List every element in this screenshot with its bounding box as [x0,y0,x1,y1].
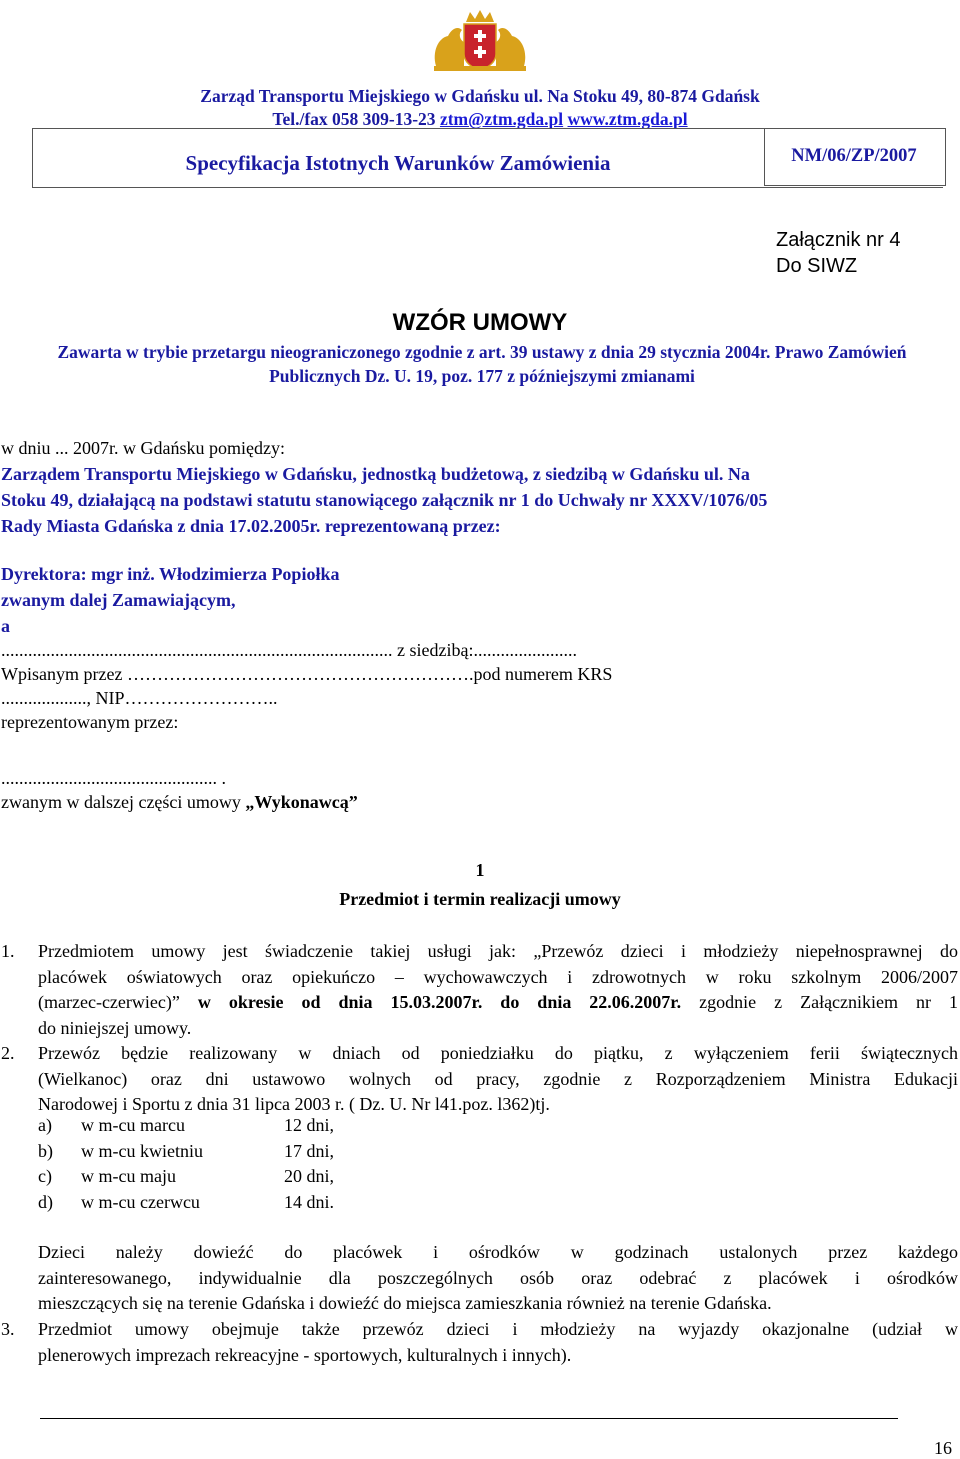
registry-line: Wpisanym przez ………………………………………………….pod numerem KRS [1,664,613,684]
nip-line: ..................., NIP…………………….. [1,688,278,708]
represented-by-line: reprezentowanym przez: [1,712,179,732]
zarzad-description-line-2: Stoku 49, działającą na podstawi statutu stanowiącego załącznik nr 1 do Uchwały nr XXXV/1076/05 [1,490,768,510]
gdansk-coat-of-arms-logo [428,8,532,72]
email-link[interactable]: ztm@ztm.gda.pl [439,109,564,129]
point-1-line: Przedmiotem umowy jest świadczenie takiej usługi jak: „Przewóz dzieci i młodzieży niepełnosprawnej do [38,941,958,961]
wykonawca-line [1,792,358,813]
director-line: Dyrektora: mgr inż. Włodzimierza Popiołka [1,564,340,584]
point-1-line: do niniejszej umowy. [38,1017,192,1038]
document-title: WZÓR UMOWY [392,309,568,336]
point-3-line: Przedmiot umowy obejmuje także przewóz dzieci i młodzieży na wyjazdy okazjonalne (udział w [38,1319,958,1339]
list-item: d) w m-cu czerwcu 14 dni. [38,1191,335,1212]
attachment-sub-label: Do SIWZ [776,255,858,277]
point-2-line: (Wielkanoc) oraz dni ustawowo wolnych od pracy, zgodnie z Rozporządzeniem Ministra Edukacji [38,1068,958,1089]
date-line: w dniu ... 2007r. w Gdańsku pomiędzy: [1,438,285,458]
zarzad-description-line-1: Zarządem Transportu Miejskiego w Gdańsku, jednostką budżetową, z siedzibą w Gdańsku ul. Na [1,464,750,484]
point-3-line: plenerowych imprezach rekreacyjne - sportowych, kulturalnych i innych). [38,1344,572,1365]
point-2-line: Narodowej i Sportu z dnia 31 lipca 2003 r. ( Dz. U. Nr l41.poz. l362)tj. [38,1094,550,1114]
list-item: b) w m-cu kwietniu 17 dni, [38,1140,335,1161]
zamawiajacy-line: zwanym dalej Zamawiającym, [1,590,236,610]
point-1-line: placówek oświatowych oraz opiekuńczo – wychowawczych i zdrowotnych w roku szkolnym 2006/2007 [38,966,958,987]
point-2-text [38,1041,958,1118]
representative-dots: ................................................ . [1,768,226,788]
point-2-line: Przewóz będzie realizowany w dniach od poniedziałku do piątku, z wyłączeniem ferii świątecznych [38,1043,958,1063]
contractor-seat-line: ....................................................................................... z siedzibą:....................... [1,640,577,660]
point-2-continuation [38,1240,958,1317]
list-item: a) w m-cu marcu 12 dni, [38,1115,335,1135]
attachment-label: Załącznik nr 4 [776,229,901,251]
website-link[interactable]: www.ztm.gda.pl [567,109,688,129]
point-2b-line: Dzieci należy dowieźć do placówek i ośrodków w godzinach ustalonych przez każdego [38,1242,958,1262]
point-2-number: 2. [1,1043,15,1063]
point-3-number: 3. [1,1319,15,1339]
point-1-text [38,939,958,1041]
point-1-line: (marzec-czerwiec)” w okresie od dnia 15.03.2007r. do dnia 22.06.2007r. zgodnie z Załącznikiem nr 1 [38,992,958,1012]
point-2b-line: zainteresowanego, indywidualnie dla poszczególnych osób oraz odebrać z placówek i ośrodków [38,1267,958,1288]
section-mark: 1 [475,860,485,880]
siwz-reference-number: NM/06/ZP/2007 [791,146,917,166]
phone-fax: Tel./fax 058 309-13-23 [272,109,440,129]
page-number: 16 [934,1438,952,1458]
footer-rule [40,1418,898,1419]
wykonawca-name: „Wykonawcą” [245,792,358,812]
section-title: Przedmiot i termin realizacji umowy [339,889,621,909]
siwz-title: Specyfikacja Istotnych Warunków Zamówienia [185,151,611,175]
months-list [38,1115,438,1217]
point-2b-line: mieszczących się na terenie Gdańska i dowieźć do miejsca zamieszkania również na terenie Gdańska. [38,1293,772,1313]
point-1-number: 1. [1,941,15,961]
list-item: c) w m-cu maju 20 dni, [38,1166,335,1186]
legal-basis: Zawarta w trybie przetargu nieograniczonego zgodnie z art. 39 ustawy z dnia 29 stycznia 2004r. Prawo Zamówień Publicznych Dz. U. 19, poz. 177 z późniejszymi zmianami [57,342,907,386]
and-line: a [1,616,10,636]
wykonawca-prefix: zwanym w dalszej części umowy [1,792,246,812]
organization-address-line: Zarząd Transportu Miejskiego w Gdańsku ul. Na Stoku 49, 80-874 Gdańsk [200,86,760,106]
zarzad-description-line-3: Rady Miasta Gdańska z dnia 17.02.2005r. reprezentowaną przez: [1,516,501,536]
contact-line [0,109,960,130]
point-3-text [38,1317,958,1368]
